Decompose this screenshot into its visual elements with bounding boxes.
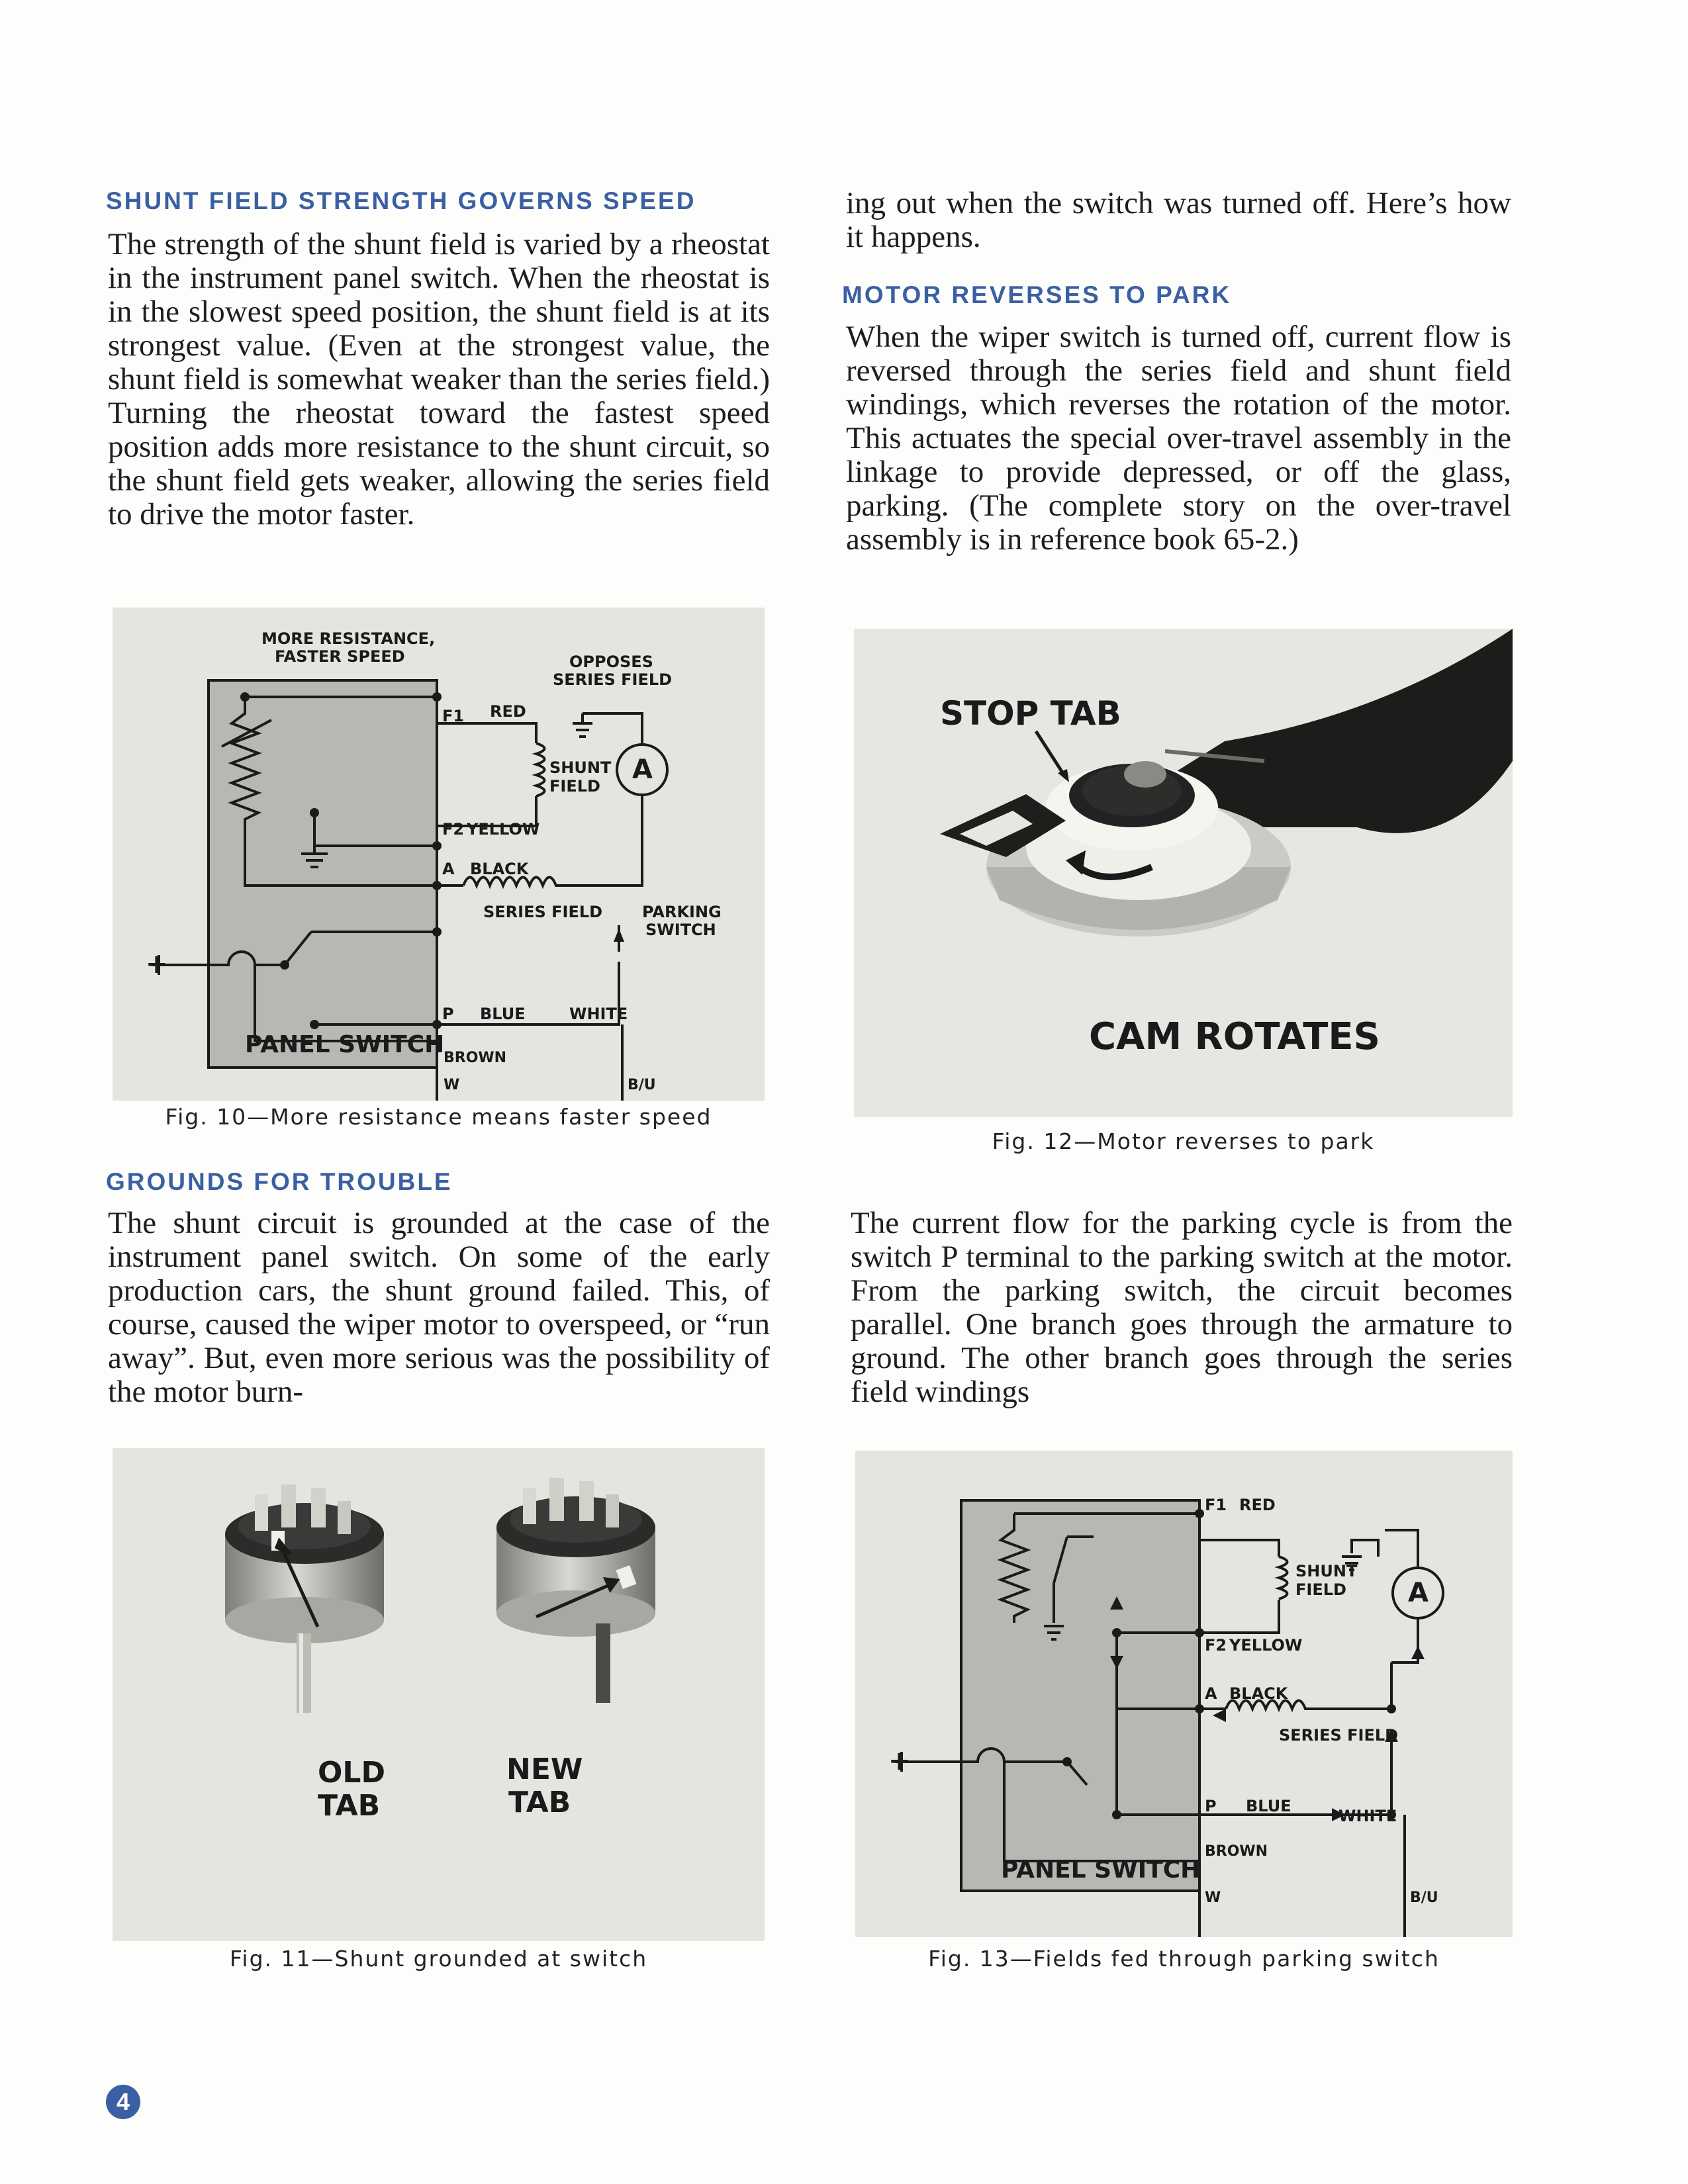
label-old: OLD (318, 1756, 385, 1790)
fig13-label-red: RED (1239, 1496, 1276, 1514)
label-w: W (444, 1077, 460, 1093)
fig13-label-brown: BROWN (1205, 1843, 1268, 1860)
paragraph-grounds: The shunt circuit is grounded at the case of the instrument panel switch. On some of the early production cars, the shunt ground failed. This, of course, caused the wiper motor to overspeed, or “run away”. But, even more serious was the possibility of the motor burn- (108, 1206, 770, 1409)
fig13-label-a: A (1205, 1684, 1217, 1703)
label-field: FIELD (549, 777, 600, 796)
fig13-label-f1: F1 (1205, 1496, 1227, 1514)
label-old-tab: TAB (318, 1789, 381, 1823)
section-heading-grounds: GROUNDS FOR TROUBLE (106, 1168, 453, 1195)
figure-10-circuit-diagram (113, 608, 765, 1101)
fig13-label-black: BLACK (1229, 1684, 1288, 1703)
fig13-label-white: WHITE (1338, 1807, 1397, 1825)
paragraph-parking-cycle: The current flow for the parking cycle is from the switch P terminal to the parking switch at the motor. From the parking switch, the circuit becomes parallel. One branch goes through the armature to ground. The other branch goes through the series field windings (851, 1206, 1513, 1409)
label-armature: A (632, 754, 653, 785)
fig13-label-shunt: SHUNT (1295, 1562, 1358, 1580)
fig13-label-bu: B/U (1410, 1889, 1438, 1906)
paragraph-continuation: ing out when the switch was turned off. Here’s how it happens. (846, 186, 1511, 254)
fig13-label-blue: BLUE (1246, 1797, 1291, 1815)
fig13-label-plus: + (888, 1746, 911, 1776)
label-blue: BLUE (480, 1005, 526, 1023)
label-opposes: OPPOSES (569, 653, 653, 671)
label-new-tab: TAB (508, 1786, 571, 1819)
label-faster-speed: FASTER SPEED (275, 647, 405, 666)
fig13-label-panel-switch: PANEL SWITCH (1001, 1856, 1201, 1884)
fig13-label-w: W (1205, 1889, 1221, 1906)
label-parking: PARKING (642, 903, 722, 921)
label-a: A (442, 860, 455, 878)
page-number-badge: 4 (106, 2085, 140, 2119)
label-bu: B/U (628, 1077, 656, 1093)
fig13-label-f2: F2 (1205, 1636, 1227, 1655)
caption-fig-10: Fig. 10—More resistance means faster speed (165, 1104, 712, 1130)
figure-11-switch-photos (113, 1448, 765, 1941)
label-brown: BROWN (444, 1050, 507, 1066)
label-stop-tab: STOP TAB (940, 694, 1121, 733)
label-new: NEW (506, 1752, 583, 1786)
label-plus: + (146, 949, 168, 979)
label-parking-switch: SWITCH (645, 921, 716, 939)
new-switch-photo (496, 1478, 655, 1703)
caption-fig-11: Fig. 11—Shunt grounded at switch (229, 1946, 648, 1972)
section-heading-motor-reverses: MOTOR REVERSES TO PARK (842, 281, 1232, 308)
label-f2: F2 (442, 820, 465, 839)
label-panel-switch: PANEL SWITCH (245, 1031, 445, 1058)
label-white: WHITE (569, 1005, 628, 1023)
caption-fig-13: Fig. 13—Fields fed through parking switch (928, 1946, 1440, 1972)
fig13-label-yellow: YELLOW (1229, 1636, 1303, 1655)
label-series-field-top: SERIES FIELD (553, 670, 673, 689)
paragraph-motor-reverses: When the wiper switch is turned off, current flow is reversed through the series field and shunt field windings, which reverses the rotation of the motor. This actuates the special over-travel assembly in the linkage to provide depressed, or off the glass, parking. (The complete story on the over-travel assembly is in reference book 65-2.) (846, 320, 1511, 557)
label-black: BLACK (470, 860, 529, 878)
figure-12-cam-photo (854, 629, 1513, 1117)
label-more-resistance: MORE RESISTANCE, (261, 629, 436, 648)
section-heading-shunt-field: SHUNT FIELD STRENGTH GOVERNS SPEED (106, 187, 696, 214)
label-yellow: YELLOW (467, 820, 540, 839)
label-shunt: SHUNT (549, 758, 612, 777)
label-red: RED (490, 702, 526, 721)
label-p: P (442, 1005, 454, 1023)
label-series-field: SERIES FIELD (483, 903, 603, 921)
label-cam-rotates: CAM ROTATES (1089, 1015, 1381, 1058)
fig13-label-field: FIELD (1295, 1580, 1346, 1599)
figure-13-circuit-diagram (855, 1451, 1513, 1937)
paragraph-shunt-field: The strength of the shunt field is varied by a rheostat in the instrument panel switch. When the rheostat is in the slowest speed position, the shunt field is at its strongest value. (Even at the strongest value, the shunt field is somewhat weaker than the series field.) Turning the rheostat toward the fastest speed position adds more resistance to the shunt circuit, so the shunt field gets weaker, allowing the series field to drive the motor faster. (108, 227, 770, 531)
fig13-label-series-field: SERIES FIELD (1279, 1726, 1399, 1745)
fig13-label-p: P (1205, 1797, 1217, 1815)
fig13-label-armature: A (1408, 1578, 1429, 1608)
label-f1: F1 (442, 707, 465, 725)
caption-fig-12: Fig. 12—Motor reverses to park (992, 1128, 1375, 1154)
